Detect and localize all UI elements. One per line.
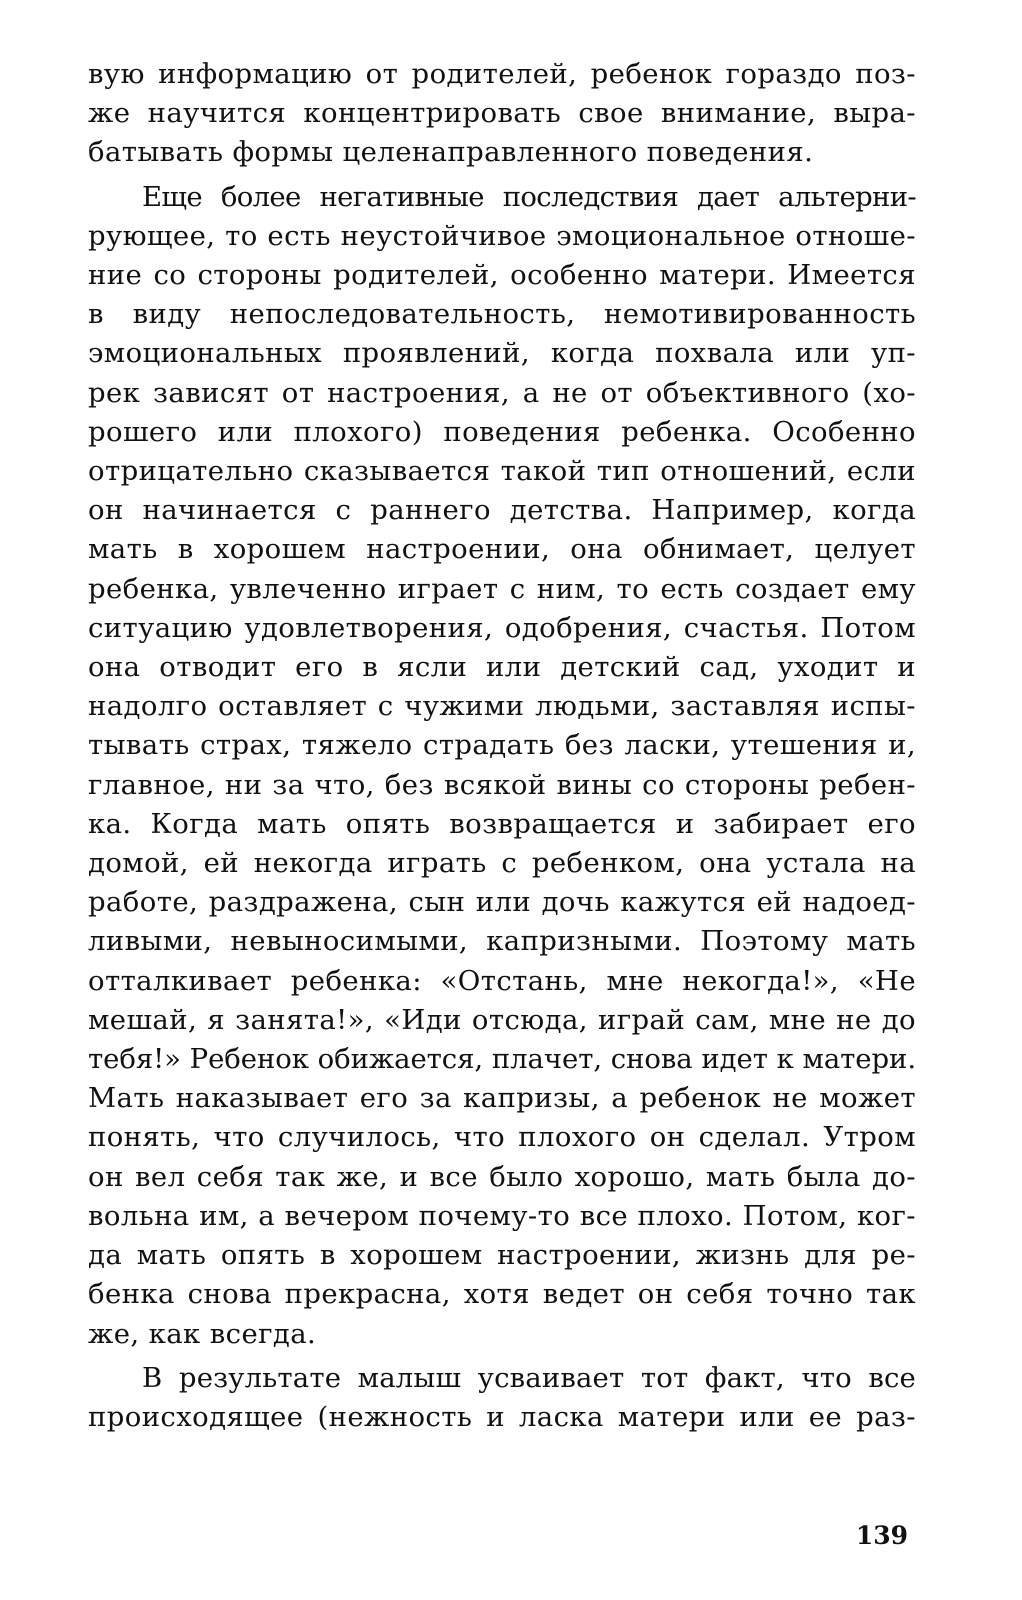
text-line: рошего или плохого) поведения ребенка. Особенно — [88, 415, 916, 448]
paragraph-3 — [88, 1359, 916, 1437]
text-line: да мать опять в хорошем настроении, жизнь для ре- — [88, 1239, 916, 1272]
page-number: 139 — [855, 1521, 908, 1550]
text-line: тебя!» Ребенок обижается, плачет, снова идет к матери. — [88, 1043, 916, 1076]
text-line: же научится концентрировать свое внимание, выра- — [88, 97, 916, 130]
text-line: понять, что случилось, что плохого он сделал. Утром — [88, 1121, 916, 1154]
text-line: ребенка, увлеченно играет с ним, то есть создает ему — [88, 572, 916, 605]
paragraph-1 — [88, 55, 916, 173]
text-line: он начинается с раннего детства. Например, когда — [88, 494, 916, 527]
text-line: происходящее (нежность и ласка матери или ее раз- — [88, 1400, 916, 1433]
text-line: он вел себя так же, и все было хорошо, мать была до- — [88, 1160, 916, 1193]
text-line: надолго оставляет с чужими людьми, заставляя испы- — [88, 690, 916, 723]
body-text — [88, 55, 916, 1437]
text-line: эмоциональных проявлений, когда похвала или уп- — [88, 337, 916, 370]
text-line: вую информацию от родителей, ребенок гораздо поз- — [88, 58, 916, 90]
text-line: вольна им, а вечером почему-то все плохо. Потом, ког- — [88, 1199, 916, 1232]
text-line: батывать формы целенаправленного поведения. — [88, 136, 814, 169]
text-line: главное, ни за что, без всякой вины со стороны ребен- — [88, 768, 916, 801]
text-line: отрицательно сказывается такой тип отношений, если — [88, 455, 916, 488]
text-line: Мать наказывает его за капризы, а ребенок не может — [88, 1082, 916, 1115]
text-line: мешай, я занята!», «Иди отсюда, играй сам, мне не до — [88, 1003, 916, 1036]
text-line: тывать страх, тяжело страдать без ласки, утешения и, — [88, 729, 916, 762]
text-line: мать в хорошем настроении, она обнимает, целует — [88, 533, 916, 566]
text-line: ние со стороны родителей, особенно матери. Имеется — [88, 259, 916, 292]
text-line: же, как всегда. — [88, 1317, 317, 1350]
paragraph-2 — [88, 178, 916, 1354]
text-line: домой, ей некогда играть с ребенком, она устала на — [88, 847, 916, 880]
text-line: ка. Когда мать опять возвращается и забирает его — [88, 807, 916, 840]
book-page — [88, 0, 916, 1600]
text-line: рующее, то есть неустойчивое эмоциональное отноше- — [88, 219, 916, 252]
text-line: В результате малыш усваивает тот факт, что все — [142, 1361, 916, 1394]
text-line: бенка снова прекрасна, хотя ведет он себя точно так — [88, 1278, 916, 1311]
text-line: в виду непоследовательность, немотивированность — [88, 298, 916, 331]
text-line: отталкивает ребенка: «Отстань, мне некогда!», «Не — [88, 964, 916, 997]
text-line: она отводит его в ясли или детский сад, уходит и — [88, 651, 916, 684]
text-line: ситуацию удовлетворения, одобрения, счастья. Потом — [88, 611, 916, 644]
text-line: рек зависят от настроения, а не от объективного (хо- — [88, 376, 916, 409]
text-line: ливыми, невыносимыми, капризными. Поэтому мать — [88, 925, 916, 958]
text-line: Еще более негативные последствия дает альтерни- — [142, 180, 916, 213]
text-line: работе, раздражена, сын или дочь кажутся ей надоед- — [88, 886, 916, 919]
